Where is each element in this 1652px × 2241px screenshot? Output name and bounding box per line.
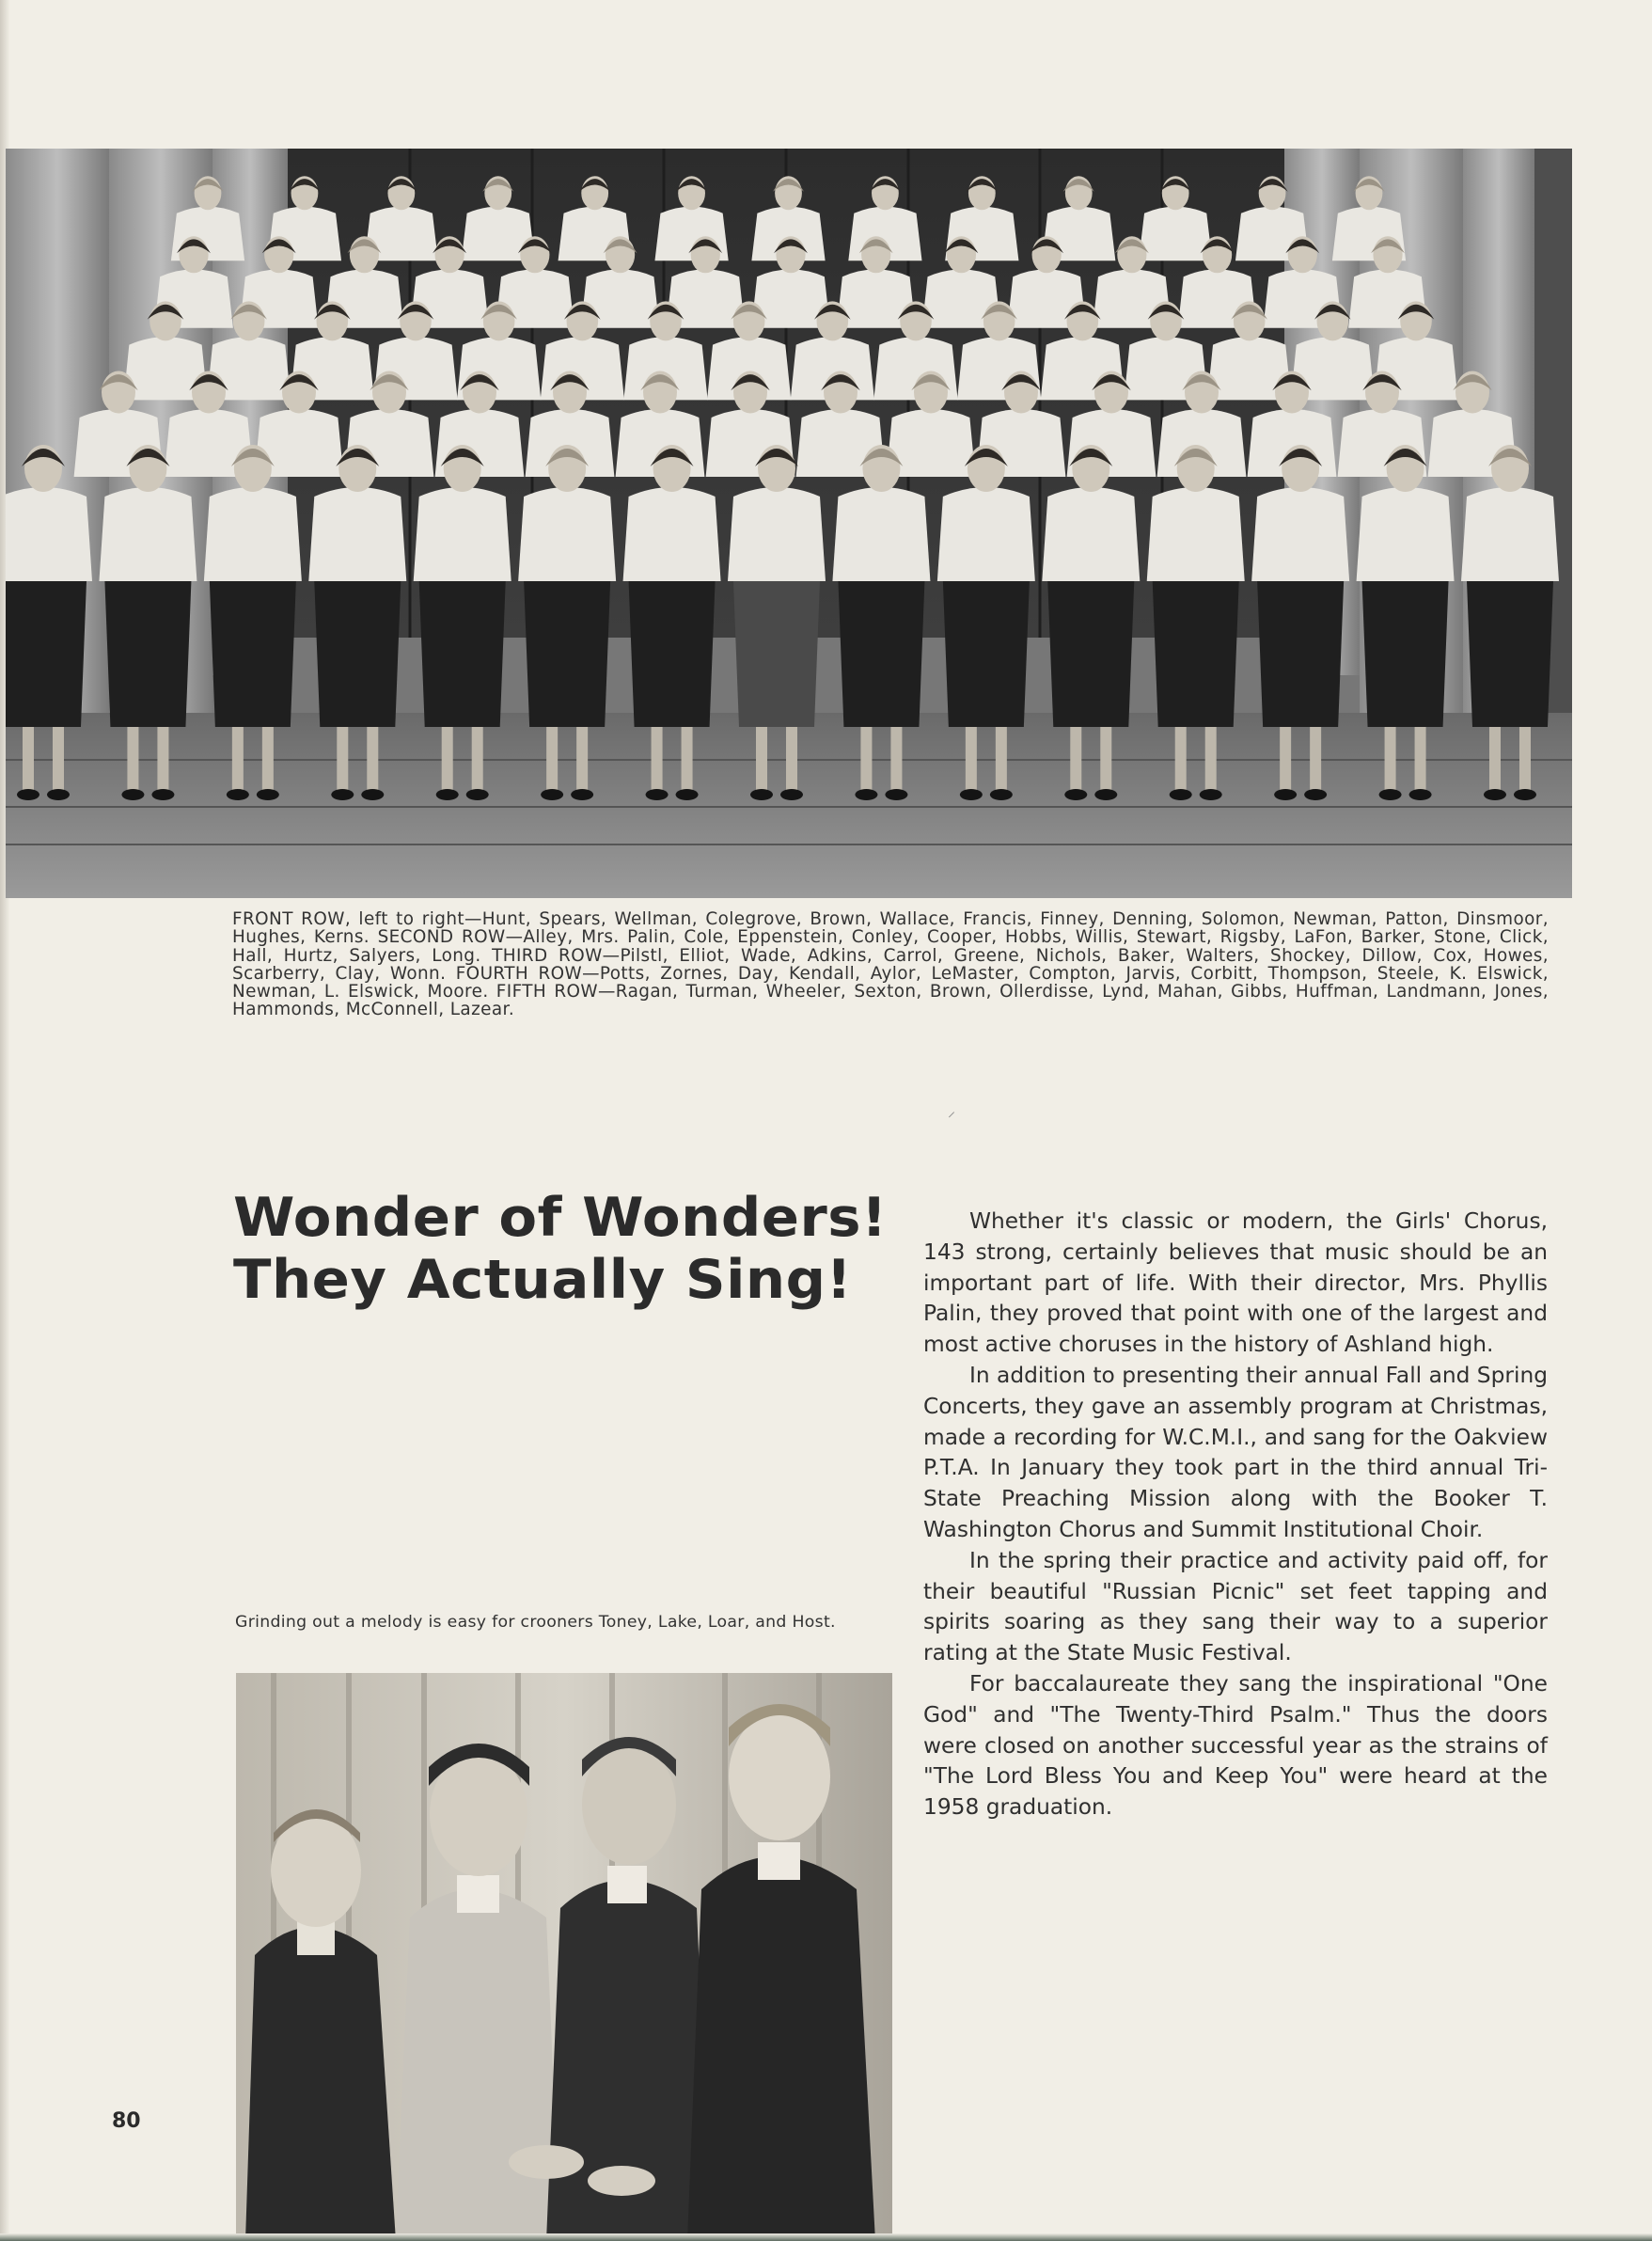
article-body bbox=[923, 1207, 1548, 1823]
page-bottom-edge bbox=[0, 2233, 1652, 2241]
quartet-photo bbox=[236, 1673, 892, 2241]
body-paragraph: In the spring their practice and activity paid off, for their beautiful "Russian Picnic" set feet tapping and spirits soaring as they sang their way to a superior rating at the State Music Festival. bbox=[923, 1547, 1548, 1666]
girls-chorus-group-photo bbox=[6, 149, 1572, 898]
body-paragraph: Whether it's classic or modern, the Girls' Chorus, 143 strong, certainly believes that music should be an important part of life. With their director, Mrs. Phyllis Palin, they proved that point with one of the largest and most active choruses in the history of Ashland high. bbox=[923, 1208, 1548, 1358]
stray-mark: ⸝ bbox=[948, 1102, 956, 1120]
body-paragraph: For baccalaureate they sang the inspirational "One God" and "The Twenty-Third Psalm." Thus the doors were closed on another successful year as the strains of "The Lord Bless You and Keep You" were heard at the 1958 graduation. bbox=[923, 1670, 1548, 1821]
headline-line-1: Wonder of Wonders! bbox=[233, 1187, 888, 1249]
page-number: 80 bbox=[112, 2109, 141, 2133]
quartet-photo-caption: Grinding out a melody is easy for crooners Toney, Lake, Loar, and Host. bbox=[235, 1613, 836, 1632]
headline-line-2: They Actually Sing! bbox=[233, 1249, 853, 1311]
group-photo-caption: FRONT ROW, left to right—Hunt, Spears, Wellman, Colegrove, Brown, Wallace, Francis, Finney, Denning, Solomon, Newman, Patton, Dinsmoor, Hughes, Kerns. SECOND ROW—Alley, Mrs. Palin, Cole, Eppenstein, Conley, Cooper, Hobbs, Willis, Stewart, Rigsby, LaFon, Barker, Stone, Click, Hall, Hurtz, Salyers, Long. THIRD ROW—Pilstl, Elliot, Wade, Adkins, Carrol, Greene, Nichols, Baker, Walters, Shockey, Dillow, Cox, Howes, Scarberry, Clay, Wonn. FOURTH ROW—Potts, Zornes, Day, Kendall, Aylor, LeMaster, Compton, Jarvis, Corbitt, Thompson, Steele, K. Elswick, Newman, L. Elswick, Moore. FIFTH ROW—Ragan, Turman, Wheeler, Sexton, Brown, Ollerdisse, Lynd, Mahan, Gibbs, Huffman, Landmann, Jones, Hammonds, McConnell, Lazear. bbox=[232, 909, 1549, 1020]
body-paragraph: In addition to presenting their annual Fall and Spring Concerts, they gave an assembly program at Christmas, made a recording for W.C.M.I., and sang for the Oakview P.T.A. In January they took part in the third annual Tri-State Preaching Mission along with the Booker T. Washington Chorus and Summit Institutional Choir. bbox=[923, 1362, 1548, 1542]
page-headline bbox=[233, 1187, 891, 1311]
